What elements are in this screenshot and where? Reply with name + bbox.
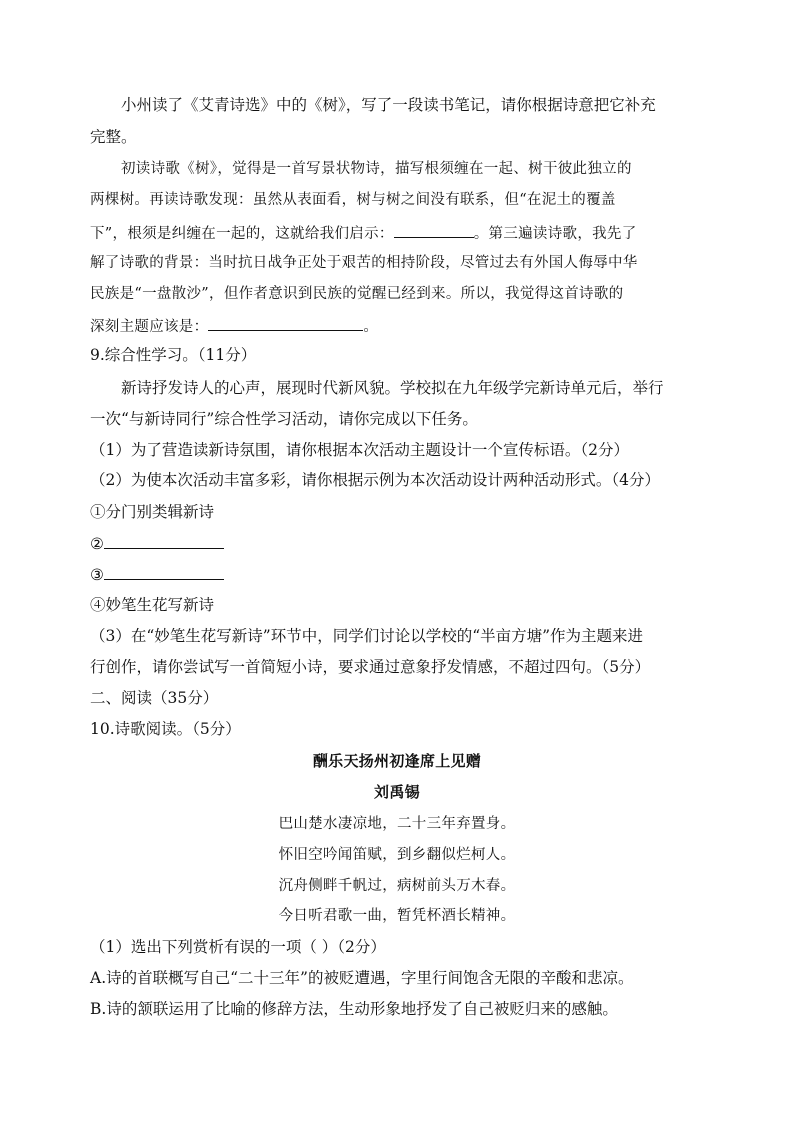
notes-line-6-text-a: 深刻主题应该是： <box>90 319 209 335</box>
poem-title: 酬乐天扬州初逢席上见赠 <box>312 752 482 770</box>
q9-title: 9.综合性学习。（11分） <box>90 346 257 364</box>
notes-line-4: 解了诗歌的背景：当时抗日战争正处于艰苦的相持阶段，尽管过去有外国人侮辱中华 <box>90 255 638 271</box>
poem-author: 刘禹锡 <box>374 783 420 801</box>
q9-item-1: ①分门别类辑新诗 <box>90 503 215 521</box>
answer-blank-1[interactable] <box>394 221 474 238</box>
answer-blank-2[interactable] <box>208 314 363 331</box>
poem-line-4: 今日听君歌一曲，暂凭杯酒长精神。 <box>278 908 516 924</box>
poem-line-3: 沉舟侧畔千帆过，病树前头万木春。 <box>278 878 516 894</box>
poem-line-1: 巴山楚水凄凉地，二十三年弃置身。 <box>278 816 516 832</box>
intro-line-2: 完整。 <box>90 128 137 146</box>
q10-option-a: A.诗的首联概写自己“二十三年”的被贬遭遇，字里行间饱含无限的辛酸和悲凉。 <box>90 969 634 987</box>
notes-line-2: 两棵树。再读诗歌发现：虽然从表面看，树与树之间没有联系，但“在泥土的覆盖 <box>90 192 616 208</box>
notes-line-5: 民族是“一盘散沙”，但作者意识到民族的觉醒已经到来。所以，我觉得这首诗歌的 <box>90 286 624 302</box>
q9-item-2-label: ② <box>90 535 104 553</box>
q9-item-2 <box>90 532 224 555</box>
q9-sub3-line-1: （3）在“妙笔生花写新诗”环节中，同学们讨论以学校的“半亩方塘”作为主题来进 <box>90 627 644 645</box>
q10-sub1: （1）选出下列赏析有误的一项（ ）（2分） <box>90 938 386 956</box>
poem-line-2: 怀旧空吟闻笛赋，到乡翻似烂柯人。 <box>278 847 516 863</box>
q10-option-b: B.诗的颔联运用了比喻的修辞方法，生动形象地抒发了自己被贬归来的感触。 <box>90 1000 618 1018</box>
q9-sub1: （1）为了营造读新诗氛围，请你根据本次活动主题设计一个宣传标语。（2分） <box>90 441 629 459</box>
notes-line-3 <box>90 221 637 245</box>
notes-line-6 <box>90 314 378 338</box>
q9-intro-1: 新诗抒发诗人的心声，展现时代新风貌。学校拟在九年级学完新诗单元后，举行 <box>121 379 664 397</box>
intro-line-1: 小州读了《艾青诗选》中的《树》，写了一段读书笔记，请你根据诗意把它补充 <box>121 96 656 114</box>
notes-line-6-text-b: 。 <box>363 319 379 335</box>
q9-intro-2: 一次“与新诗同行”综合性学习活动，请你完成以下任务。 <box>90 410 478 428</box>
notes-line-3-text-b: 。第三遍读诗歌，我先了 <box>473 226 637 242</box>
q10-title: 10.诗歌阅读。（5分） <box>90 720 241 738</box>
notes-line-3-text-a: 下”，根须是纠缠在一起的，这就给我们启示： <box>90 226 394 242</box>
section-2-title: 二、阅读（35分） <box>90 689 219 707</box>
activity-blank-3[interactable] <box>104 563 224 580</box>
activity-blank-2[interactable] <box>104 532 224 549</box>
q9-item-3-label: ③ <box>90 566 104 584</box>
q9-item-3 <box>90 563 224 586</box>
notes-line-1: 初读诗歌《树》，觉得是一首写景状物诗，描写根须缠在一起、树干彼此独立的 <box>121 161 632 177</box>
q9-sub2: （2）为使本次活动丰富多彩，请你根据示例为本次活动设计两种活动形式。（4分） <box>90 471 660 489</box>
q9-sub3-line-2: 行创作，请你尝试写一首简短小诗，要求通过意象抒发情感，不超过四句。（5分） <box>90 658 651 676</box>
q9-item-4: ④妙笔生花写新诗 <box>90 596 215 614</box>
